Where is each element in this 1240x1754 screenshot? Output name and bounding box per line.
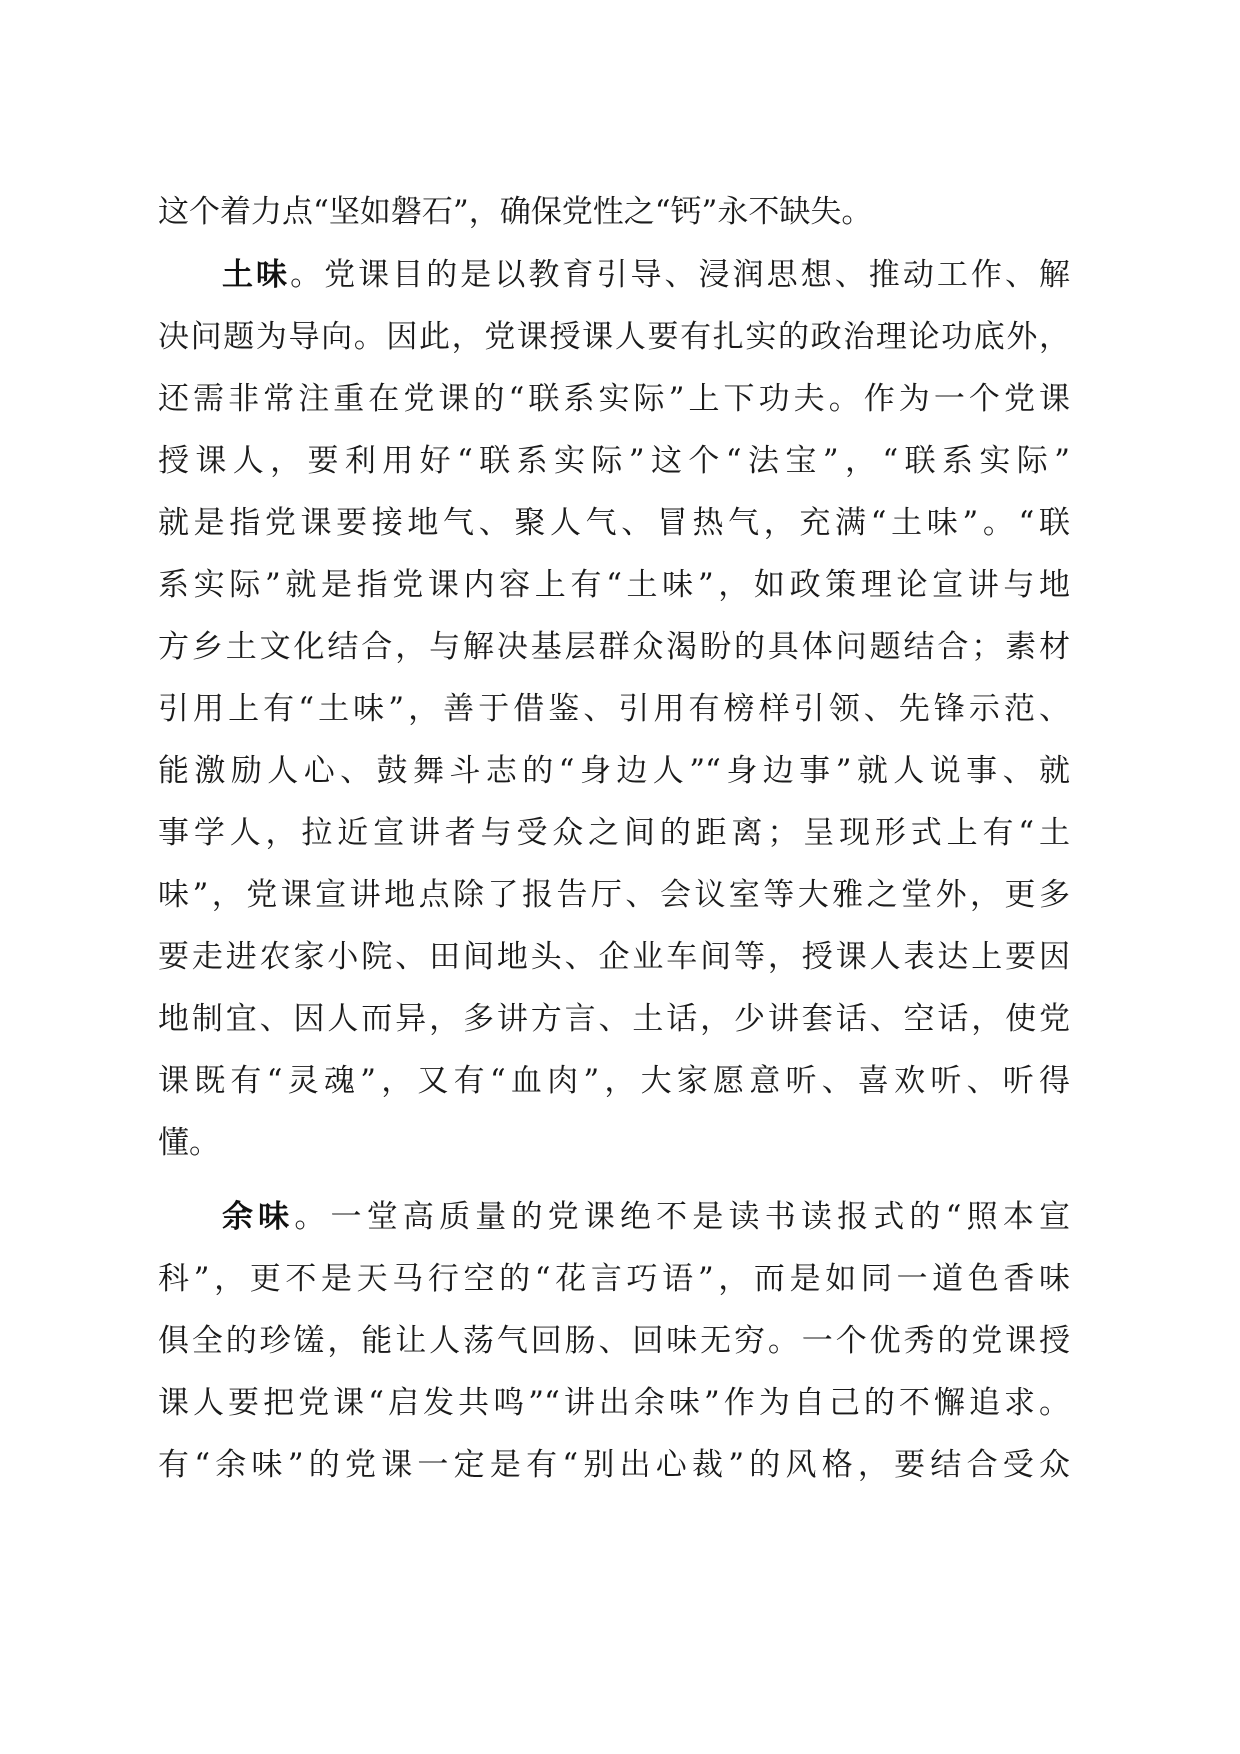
text-line: 有“余味”的党课一定是有“别出心裁”的风格，要结合受众	[158, 1447, 1070, 1483]
text-line: 就是指党课要接地气、聚人气、冒热气，充满“土味”。“联	[158, 505, 1070, 541]
text-line: 味”，党课宣讲地点除了报告厅、会议室等大雅之堂外，更多	[158, 877, 1070, 913]
text-line: 还需非常注重在党课的“联系实际”上下功夫。作为一个党课	[158, 381, 1070, 417]
text-line: 方乡土文化结合，与解决基层群众渴盼的具体问题结合；素材	[158, 629, 1070, 665]
text-line: 引用上有“土味”，善于借鉴、引用有榜样引领、先锋示范、	[158, 691, 1070, 727]
text-line: 课既有“灵魂”，又有“血肉”，大家愿意听、喜欢听、听得	[158, 1063, 1070, 1099]
section-heading-tuwei: 土味	[222, 257, 291, 293]
text-line: 决问题为导向。因此，党课授课人要有扎实的政治理论功底外，	[158, 319, 1070, 355]
text-line: 系实际”就是指党课内容上有“土味”，如政策理论宣讲与地	[158, 567, 1070, 603]
text-fragment: 。党课目的是以教育引导、浸润思想、推动工作、解	[290, 257, 1071, 293]
text-line: 能激励人心、鼓舞斗志的“身边人”“身边事”就人说事、就	[158, 753, 1070, 789]
text-line: 俱全的珍馐，能让人荡气回肠、回味无穷。一个优秀的党课授	[158, 1323, 1070, 1359]
section-heading-yuwei: 余味	[222, 1199, 295, 1235]
text-line: 地制宜、因人而异，多讲方言、土话，少讲套话、空话，使党	[158, 1001, 1070, 1037]
text-line	[222, 1187, 1070, 1247]
text-line: 课人要把党课“启发共鸣”“讲出余味”作为自己的不懈追求。	[158, 1385, 1070, 1421]
text-line	[222, 245, 1070, 305]
text-line: 要走进农家小院、田间地头、企业车间等，授课人表达上要因	[158, 939, 1070, 975]
text-line: 科”，更不是天马行空的“花言巧语”，而是如同一道色香味	[158, 1261, 1070, 1297]
text-line: 事学人，拉近宣讲者与受众之间的距离；呈现形式上有“土	[158, 815, 1070, 851]
text-line: 授课人，要利用好“联系实际”这个“法宝”，“联系实际”	[158, 443, 1070, 479]
text-line: 懂。	[158, 1125, 220, 1161]
text-fragment: 。一堂高质量的党课绝不是读书读报式的“照本宣	[294, 1199, 1071, 1235]
text-line: 这个着力点“坚如磐石”，确保党性之“钙”永不缺失。	[158, 194, 873, 230]
